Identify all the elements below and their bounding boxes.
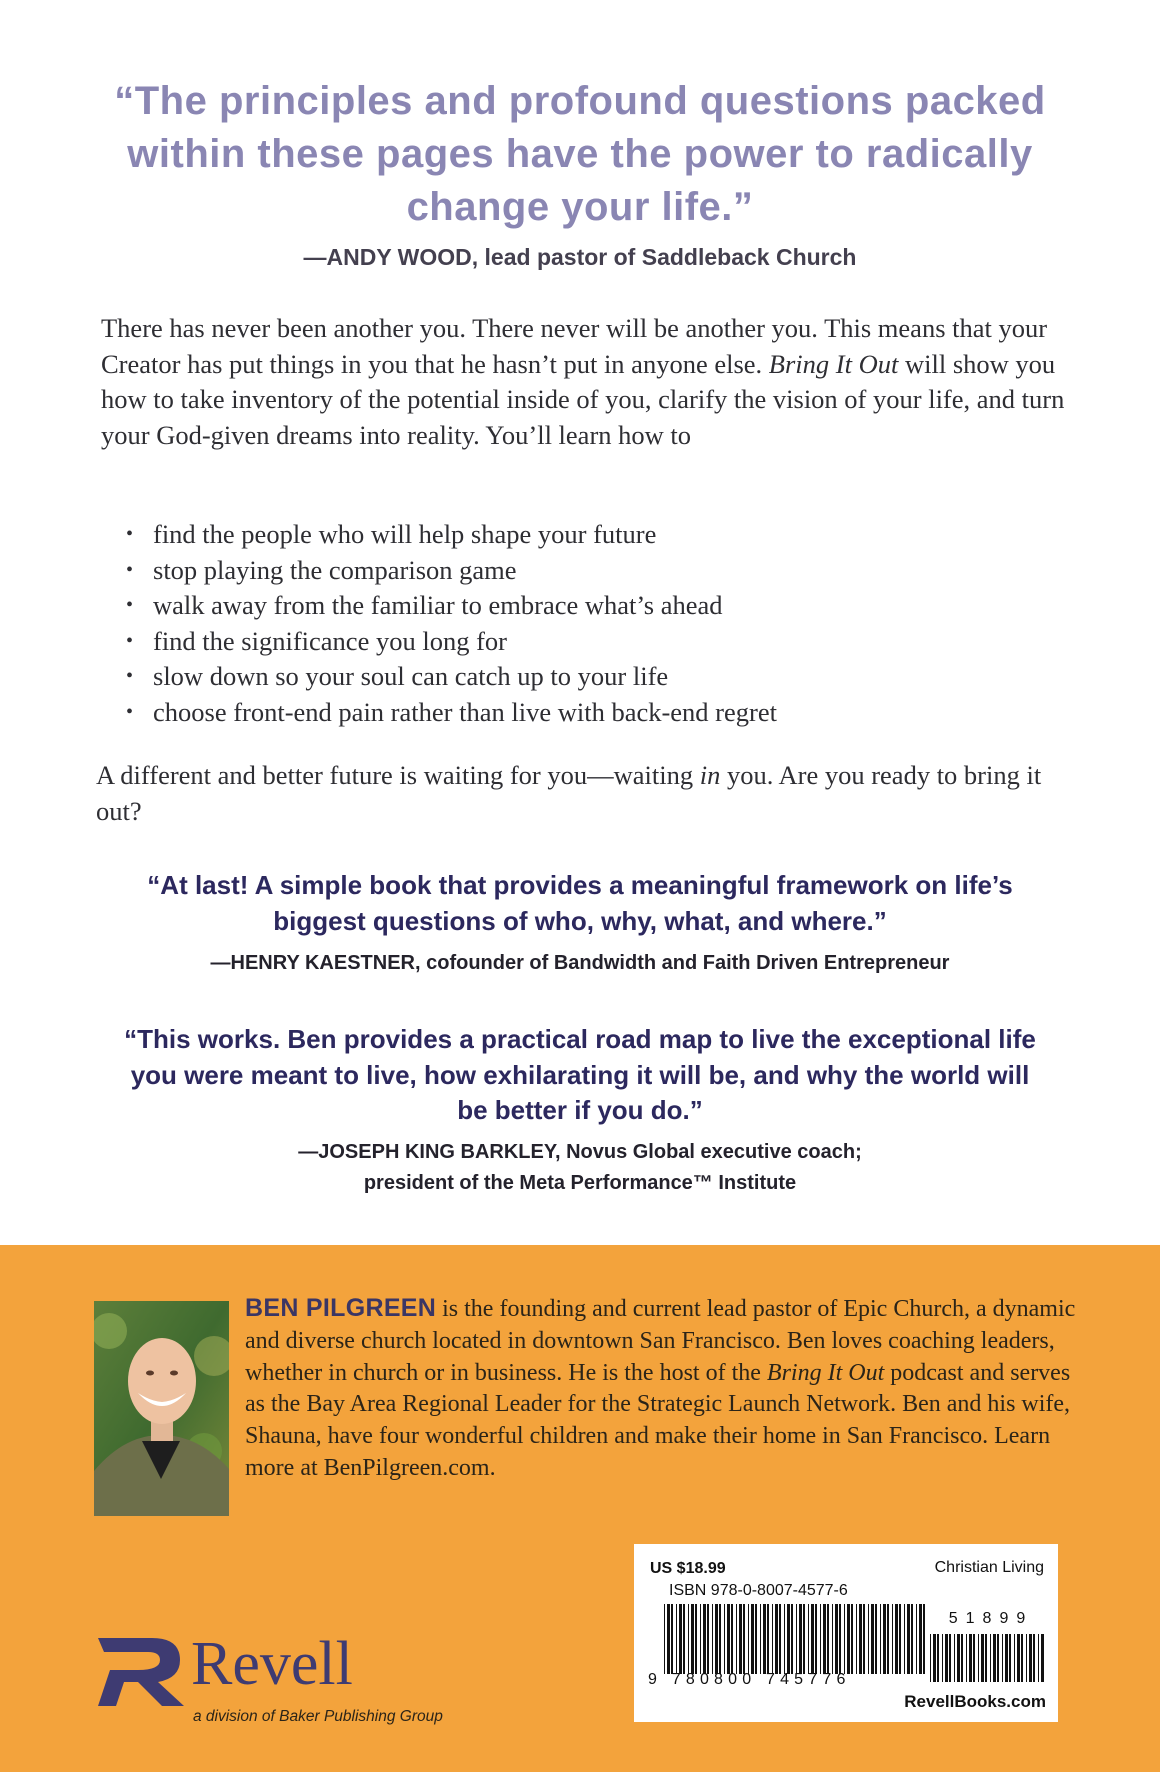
description-text-1: There has never been another you. There never will be another you. This means that your Creator has put things in you that he hasn’t put in anyone else. bbox=[101, 313, 1048, 379]
barcode-bar bbox=[844, 1604, 845, 1674]
barcode-bar bbox=[954, 1634, 955, 1682]
barcode-bar bbox=[679, 1604, 682, 1674]
endorsement-attribution-barkley bbox=[120, 1137, 1040, 1199]
price-label: US $18.99 bbox=[650, 1560, 726, 1577]
barcode-bar bbox=[985, 1634, 987, 1682]
podcast-title-italic: Bring It Out bbox=[766, 1359, 885, 1386]
barcode-bar bbox=[820, 1604, 821, 1674]
barcode-bar bbox=[1009, 1634, 1011, 1682]
barcode-bar bbox=[791, 1604, 793, 1674]
closing-text-1: A different and better future is waiting for you—waiting bbox=[96, 760, 700, 790]
author-photo bbox=[94, 1301, 229, 1516]
barcode-bar bbox=[847, 1604, 850, 1674]
book-title-italic: Bring It Out bbox=[768, 348, 899, 379]
barcode-bar bbox=[731, 1604, 733, 1674]
category-label: Christian Living bbox=[934, 1559, 1044, 1576]
barcode-bar bbox=[803, 1604, 805, 1674]
barcode-bar bbox=[880, 1604, 881, 1674]
barcode-bar bbox=[851, 1604, 853, 1674]
barcode-bar bbox=[832, 1604, 833, 1674]
barcode-bar bbox=[763, 1604, 766, 1674]
price-barcode-bars bbox=[930, 1634, 1044, 1682]
barcode-bar bbox=[715, 1604, 718, 1674]
barcode-bar bbox=[990, 1634, 991, 1682]
barcode-bar bbox=[736, 1604, 737, 1674]
barcode-bar bbox=[784, 1604, 785, 1674]
learning-points-list bbox=[123, 517, 1023, 730]
isbn-label: ISBN 978-0-8007-4577-6 bbox=[669, 1582, 848, 1599]
barcode-bar bbox=[923, 1604, 925, 1674]
list-item: • find the people who will help shape your future bbox=[123, 517, 1023, 553]
barcode-bar bbox=[691, 1604, 694, 1674]
barcode-bar bbox=[957, 1634, 960, 1682]
publisher-name: Revell bbox=[191, 1630, 353, 1698]
barcode-bar bbox=[760, 1604, 761, 1674]
barcode-bar bbox=[676, 1604, 677, 1674]
barcode-bar bbox=[748, 1604, 749, 1674]
barcode-bar bbox=[981, 1634, 984, 1682]
headline-endorsement-quote: “The principles and profound questions packed within these pages have the power to radically change your life.” bbox=[114, 79, 1046, 229]
barcode-bar bbox=[811, 1604, 814, 1674]
barcode-bar bbox=[1002, 1634, 1003, 1682]
list-item: • slow down so your soul can catch up to your life bbox=[123, 659, 1023, 695]
attribution-line: —JOSEPH KING BARKLEY, Novus Global executive coach; bbox=[298, 1141, 862, 1163]
barcode-bar bbox=[899, 1604, 901, 1674]
list-item: • walk away from the familiar to embrace what’s ahead bbox=[123, 588, 1023, 624]
description-text-2: will show you how to take inventory of the potential inside of you, clarify the vision of your life, and turn your God-given dreams into reality. You’ll learn how to bbox=[101, 348, 1065, 450]
barcode-bar bbox=[969, 1634, 972, 1682]
barcode-bar bbox=[688, 1604, 689, 1674]
barcode-bar bbox=[695, 1604, 697, 1674]
barcode-bar bbox=[1026, 1634, 1027, 1682]
barcode-bar bbox=[743, 1604, 745, 1674]
barcode-bar bbox=[799, 1604, 802, 1674]
barcode-bar bbox=[907, 1604, 910, 1674]
barcode-bar bbox=[724, 1604, 725, 1674]
barcode-digits: 9 780800 745776 bbox=[648, 1671, 851, 1688]
barcode-bar bbox=[887, 1604, 889, 1674]
barcode-bar bbox=[933, 1634, 936, 1682]
attribution-line: president of the Meta Performance™ Institute bbox=[363, 1172, 797, 1194]
closing-emphasis: in bbox=[699, 760, 721, 790]
barcode-bar bbox=[1041, 1634, 1044, 1682]
barcode-bar bbox=[835, 1604, 838, 1674]
barcode-bar bbox=[949, 1634, 951, 1682]
barcode-bar bbox=[1014, 1634, 1015, 1682]
barcode-bar bbox=[1005, 1634, 1008, 1682]
barcode-bar bbox=[1033, 1634, 1035, 1682]
barcode-bar bbox=[700, 1604, 701, 1674]
barcode-bar bbox=[739, 1604, 742, 1674]
barcode-bar bbox=[703, 1604, 706, 1674]
bio-text-2: podcast and serves as the Bay Area Regional Leader for the Strategic Launch Network. Ben and his wife, Shauna, have four wonderful children and make their home in San Francisco. Learn more at BenPilgreen.com. bbox=[245, 1359, 1071, 1481]
closing-paragraph bbox=[96, 757, 1076, 829]
barcode-bar bbox=[1017, 1634, 1020, 1682]
barcode-bar bbox=[787, 1604, 790, 1674]
bio-text-1: is the founding and current lead pastor of Epic Church, a dynamic and diverse church located in downtown San Francisco. Ben loves coaching leaders, whether in church or in business. He is the host of the bbox=[245, 1296, 1076, 1386]
barcode-bar bbox=[945, 1634, 948, 1682]
list-item: • stop playing the comparison game bbox=[123, 553, 1023, 589]
barcode-bar bbox=[775, 1604, 778, 1674]
barcode-bar bbox=[863, 1604, 865, 1674]
publisher-tagline: a division of Baker Publishing Group bbox=[193, 1708, 443, 1725]
barcode-bar bbox=[839, 1604, 841, 1674]
isbn-barcode-bars bbox=[664, 1604, 926, 1674]
barcode-bar bbox=[751, 1604, 754, 1674]
barcode-bar bbox=[772, 1604, 773, 1674]
barcode-bar bbox=[796, 1604, 797, 1674]
barcode-bar bbox=[868, 1604, 869, 1674]
barcode-bar bbox=[664, 1604, 665, 1674]
barcode-bar bbox=[712, 1604, 713, 1674]
book-description bbox=[101, 311, 1081, 453]
endorsement-attribution-kaestner: —HENRY KAESTNER, cofounder of Bandwidth and Faith Driven Entrepreneur bbox=[210, 952, 950, 974]
barcode-bar bbox=[919, 1604, 922, 1674]
barcode-bar bbox=[1021, 1634, 1023, 1682]
barcode-bar bbox=[1029, 1634, 1032, 1682]
barcode-bar bbox=[875, 1604, 877, 1674]
barcode-bar bbox=[911, 1604, 913, 1674]
barcode-bar bbox=[683, 1604, 685, 1674]
barcode-bar bbox=[916, 1604, 917, 1674]
barcode-bar bbox=[930, 1634, 931, 1682]
barcode-bar bbox=[707, 1604, 709, 1674]
barcode-bar bbox=[895, 1604, 898, 1674]
author-bio bbox=[245, 1293, 1085, 1485]
barcode-bar bbox=[966, 1634, 967, 1682]
headline-endorsement-attribution: —ANDY WOOD, lead pastor of Saddleback Church bbox=[303, 244, 857, 270]
barcode-bar bbox=[719, 1604, 721, 1674]
list-item: • find the significance you long for bbox=[123, 624, 1023, 660]
price-code: 51899 bbox=[948, 1610, 1034, 1627]
barcode-bar bbox=[883, 1604, 886, 1674]
barcode-bar bbox=[727, 1604, 730, 1674]
barcode-bar bbox=[827, 1604, 829, 1674]
barcode-bar bbox=[1038, 1634, 1039, 1682]
publisher-website: RevellBooks.com bbox=[904, 1692, 1046, 1711]
barcode-bar bbox=[755, 1604, 757, 1674]
barcode-bar bbox=[993, 1634, 996, 1682]
barcode-bar bbox=[815, 1604, 817, 1674]
barcode-bar bbox=[856, 1604, 857, 1674]
barcode-bar bbox=[961, 1634, 963, 1682]
barcode-bar bbox=[871, 1604, 874, 1674]
author-name: BEN PILGREEN bbox=[245, 1294, 437, 1322]
barcode-bar bbox=[779, 1604, 781, 1674]
barcode-bar bbox=[973, 1634, 975, 1682]
endorsement-quote-kaestner: “At last! A simple book that provides a meaningful framework on life’s biggest questions of who, why, what, and where.” bbox=[147, 870, 1013, 936]
barcode-bar bbox=[978, 1634, 979, 1682]
barcode-bar bbox=[671, 1604, 673, 1674]
list-item: • choose front-end pain rather than live with back-end regret bbox=[123, 695, 1023, 731]
barcode-bar bbox=[937, 1634, 939, 1682]
endorsement-quote-barkley: “This works. Ben provides a practical road map to live the exceptional life you were meant to live, how exhilarating it will be, and why the world will be better if you do.” bbox=[124, 1024, 1036, 1125]
closing-text-2: you. Are you ready to bring it out? bbox=[96, 760, 1042, 826]
barcode-bar bbox=[997, 1634, 999, 1682]
barcode-bar bbox=[892, 1604, 893, 1674]
barcode-panel bbox=[634, 1544, 1058, 1722]
barcode-bar bbox=[904, 1604, 905, 1674]
barcode-bar bbox=[667, 1604, 670, 1674]
barcode-bar bbox=[808, 1604, 809, 1674]
barcode-bar bbox=[823, 1604, 826, 1674]
barcode-bar bbox=[767, 1604, 769, 1674]
barcode-bar bbox=[942, 1634, 943, 1682]
barcode-bar bbox=[859, 1604, 862, 1674]
